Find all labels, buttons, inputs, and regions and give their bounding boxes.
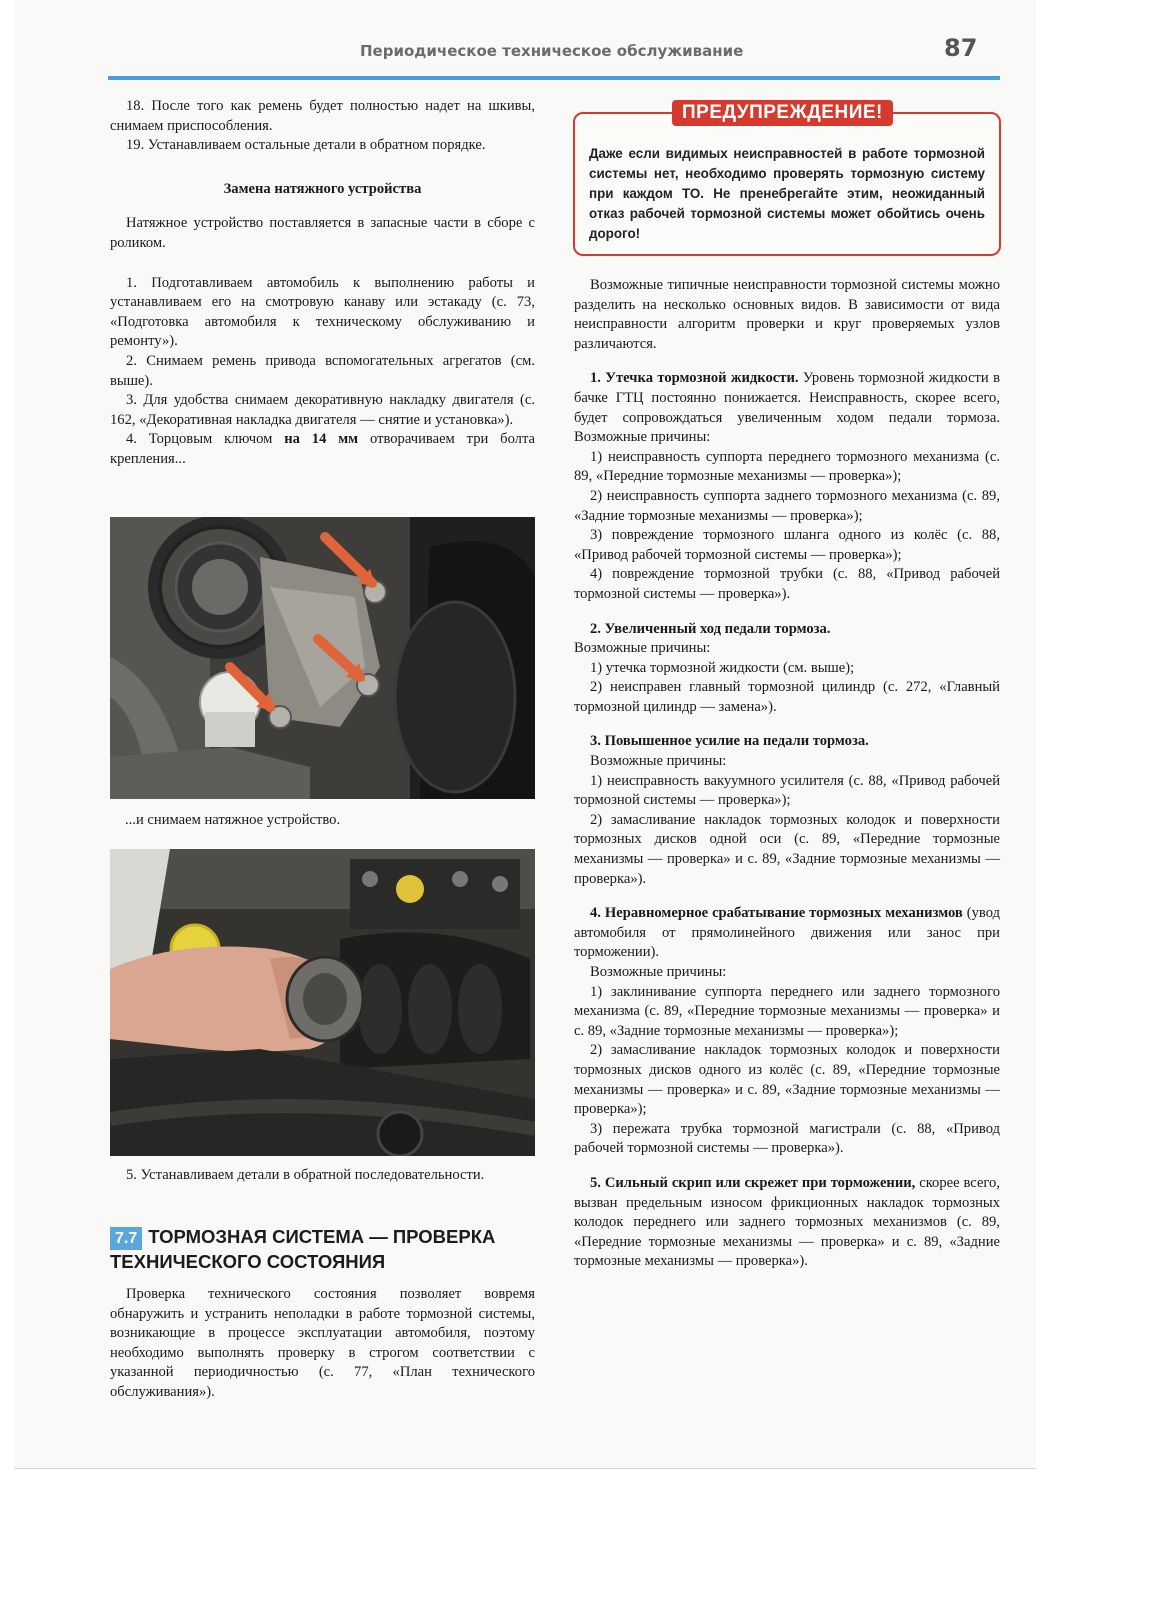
fault-2-title: 2. Увеличенный ход педали тормоза. xyxy=(590,620,831,637)
section-number: 7.7 xyxy=(110,1227,142,1250)
warning-title: ПРЕДУПРЕЖДЕНИЕ! xyxy=(672,100,893,126)
paragraph-faults-intro: Возможные типичные неисправности тормозной системы можно разделить на несколько основных видов. В зависимости от вида неисправности алгоритм проверки и круг проверяемых узлов различаются. xyxy=(574,277,1000,352)
running-title: Периодическое техническое обслуживание xyxy=(360,42,744,60)
fault-1-cause-1: 1) неисправность суппорта переднего тормозного механизма (с. 89, «Передние тормозные механизмы — проверка»); xyxy=(574,448,1000,485)
paragraph-step-19: 19. Устанавливаем остальные детали в обратном порядке. xyxy=(126,137,486,154)
fault-3-cause-1: 1) неисправность вакуумного усилителя (с. 88, «Привод рабочей тормозной системы — проверка»); xyxy=(574,772,1000,809)
fault-4-title: 4. Неравномерное срабатывание тормозных механизмов xyxy=(590,905,963,922)
section-title: ТОРМОЗНАЯ СИСТЕМА — ПРОВЕРКА ТЕХНИЧЕСКОГО СОСТОЯНИЯ xyxy=(110,1226,496,1272)
fault-1-title: 1. Утечка тормозной жидкости. xyxy=(590,370,799,387)
paragraph-tensioner-intro: Натяжное устройство поставляется в запасные части в сборе с роликом. xyxy=(110,215,535,251)
paragraph-step-1: 1. Подготавливаем автомобиль к выполнению работы и устанавливаем его на смотровую канаву или эстакаду (с. 73, «Подготовка автомобиля к техническому обслуживанию и ремонту»). xyxy=(110,274,535,350)
paragraph-step-2: 2. Снимаем ремень привода вспомогательных агрегатов (см. выше). xyxy=(110,352,535,389)
right-column xyxy=(574,276,1000,1272)
fault-2-cause-2: 2) неисправен главный тормозной цилиндр (с. 272, «Главный тормозной цилиндр — замена»). xyxy=(574,679,1000,715)
fault-2-causes-label: Возможные причины: xyxy=(574,640,711,657)
left-column xyxy=(110,97,535,470)
header-rule xyxy=(108,76,1000,80)
paragraph-section-intro: Проверка технического состояния позволяет вовремя обнаружить и устранить неполадки в работе тормозной системы, возникающие в процессе эксплуатации автомобиля, поэтому необходимо выполнять проверку в строгом соответствии с указанной периодичностью (с. 77, «План технического обслуживания»). xyxy=(110,1286,535,1400)
bold-14mm: на 14 мм xyxy=(284,431,359,448)
fault-4-cause-3: 3) пережата трубка тормозной магистрали (с. 88, «Привод рабочей тормозной системы — проверка»). xyxy=(574,1120,1000,1157)
fault-1-cause-2: 2) неисправность суппорта заднего тормозного механизма (с. 89, «Задние тормозные механизмы — проверка»); xyxy=(574,487,1000,524)
paragraph-step-18: 18. После того как ремень будет полностью надет на шкивы, снимаем приспособления. xyxy=(110,98,535,134)
warning-text: Даже если видимых неисправностей в работе тормозной системы нет, необходимо проверять тормозную систему при каждом ТО. Не пренебрегайте этим, неожиданный отказ рабочей тормозной системы может обойтись очень дорого! xyxy=(589,146,985,241)
fault-5: 5. Сильный скрип или скрежет при торможении, скорее всего, вызван предельным износом фрикционных накладок тормозных колодок переднего или заднего тормозных механизмов (с. 89, «Передние тормозные механизмы — проверка» и с. 89, «Задние тормозные механизмы — проверка»). xyxy=(574,1174,1001,1270)
fault-3-causes-label: Возможные причины: xyxy=(590,753,727,770)
fault-1-cause-3: 3) повреждение тормозного шланга одного из колёс (с. 88, «Привод рабочей тормозной системы — проверка»); xyxy=(574,527,1000,563)
page-number: 87 xyxy=(944,34,978,62)
fault-5-title: 5. Сильный скрип или скрежет при торможении, xyxy=(590,1174,916,1191)
photo-caption-remove: ...и снимаем натяжное устройство. xyxy=(125,812,341,828)
section-intro-column xyxy=(110,1285,535,1403)
paragraph-step-4: 4. Торцовым ключом на 14 мм отворачиваем три болта крепления... xyxy=(110,431,535,467)
paragraph-step-5: 5. Устанавливаем детали в обратной последовательности. xyxy=(126,1167,485,1183)
fault-4: 4. Неравномерное срабатывание тормозных механизмов (увод автомобиля от прямолинейного движения или занос при торможении). xyxy=(574,905,1000,961)
fault-2-cause-1: 1) утечка тормозной жидкости (см. выше); xyxy=(590,659,855,676)
photo-tensioner-bolts xyxy=(110,517,535,799)
fault-4-causes-label: Возможные причины: xyxy=(590,964,727,980)
fault-3-title: 3. Повышенное усилие на педали тормоза. xyxy=(590,733,869,750)
photo-tensioner-removal xyxy=(110,849,535,1156)
section-heading-brakes xyxy=(110,1225,540,1273)
fault-3-cause-2: 2) замасливание накладок тормозных колодок и поверхности тормозных дисков одной оси (с. 89, «Передние тормозные механизмы — проверка» и с. 89, «Задние тормозные механизмы — проверка»). xyxy=(574,811,1000,887)
subheading-tensioner: Замена натяжного устройства xyxy=(223,180,422,197)
fault-1-cause-4: 4) повреждение тормозной трубки (с. 88, «Привод рабочей тормозной системы — проверка»). xyxy=(574,566,1000,602)
fault-4-cause-1: 1) заклинивание суппорта переднего или заднего тормозного механизма (с. 89, «Передние тормозные механизмы — проверка» и с. 89, «Задние тормозные механизмы — проверка»); xyxy=(574,983,1000,1039)
fault-1: 1. Утечка тормозной жидкости. Уровень тормозной жидкости в бачке ГТЦ постоянно понижается. Неисправность, скорее всего, будет сопровождаться увеличенным ходом педали тормоза. Возможные причины: xyxy=(574,370,1000,446)
warning-box xyxy=(573,102,1001,256)
fault-4-cause-2: 2) замасливание накладок тормозных колодок и поверхности тормозных дисков одного из колёс (с. 89, «Передние тормозные механизмы — проверка» и с. 89, «Задние тормозные механизмы — проверка»); xyxy=(574,1042,1000,1118)
paragraph-step-3: 3. Для удобства снимаем декоративную накладку двигателя (с. 162, «Декоративная накладка двигателя — снятие и установка»). xyxy=(110,392,535,428)
left-column-bottom xyxy=(110,1166,535,1186)
